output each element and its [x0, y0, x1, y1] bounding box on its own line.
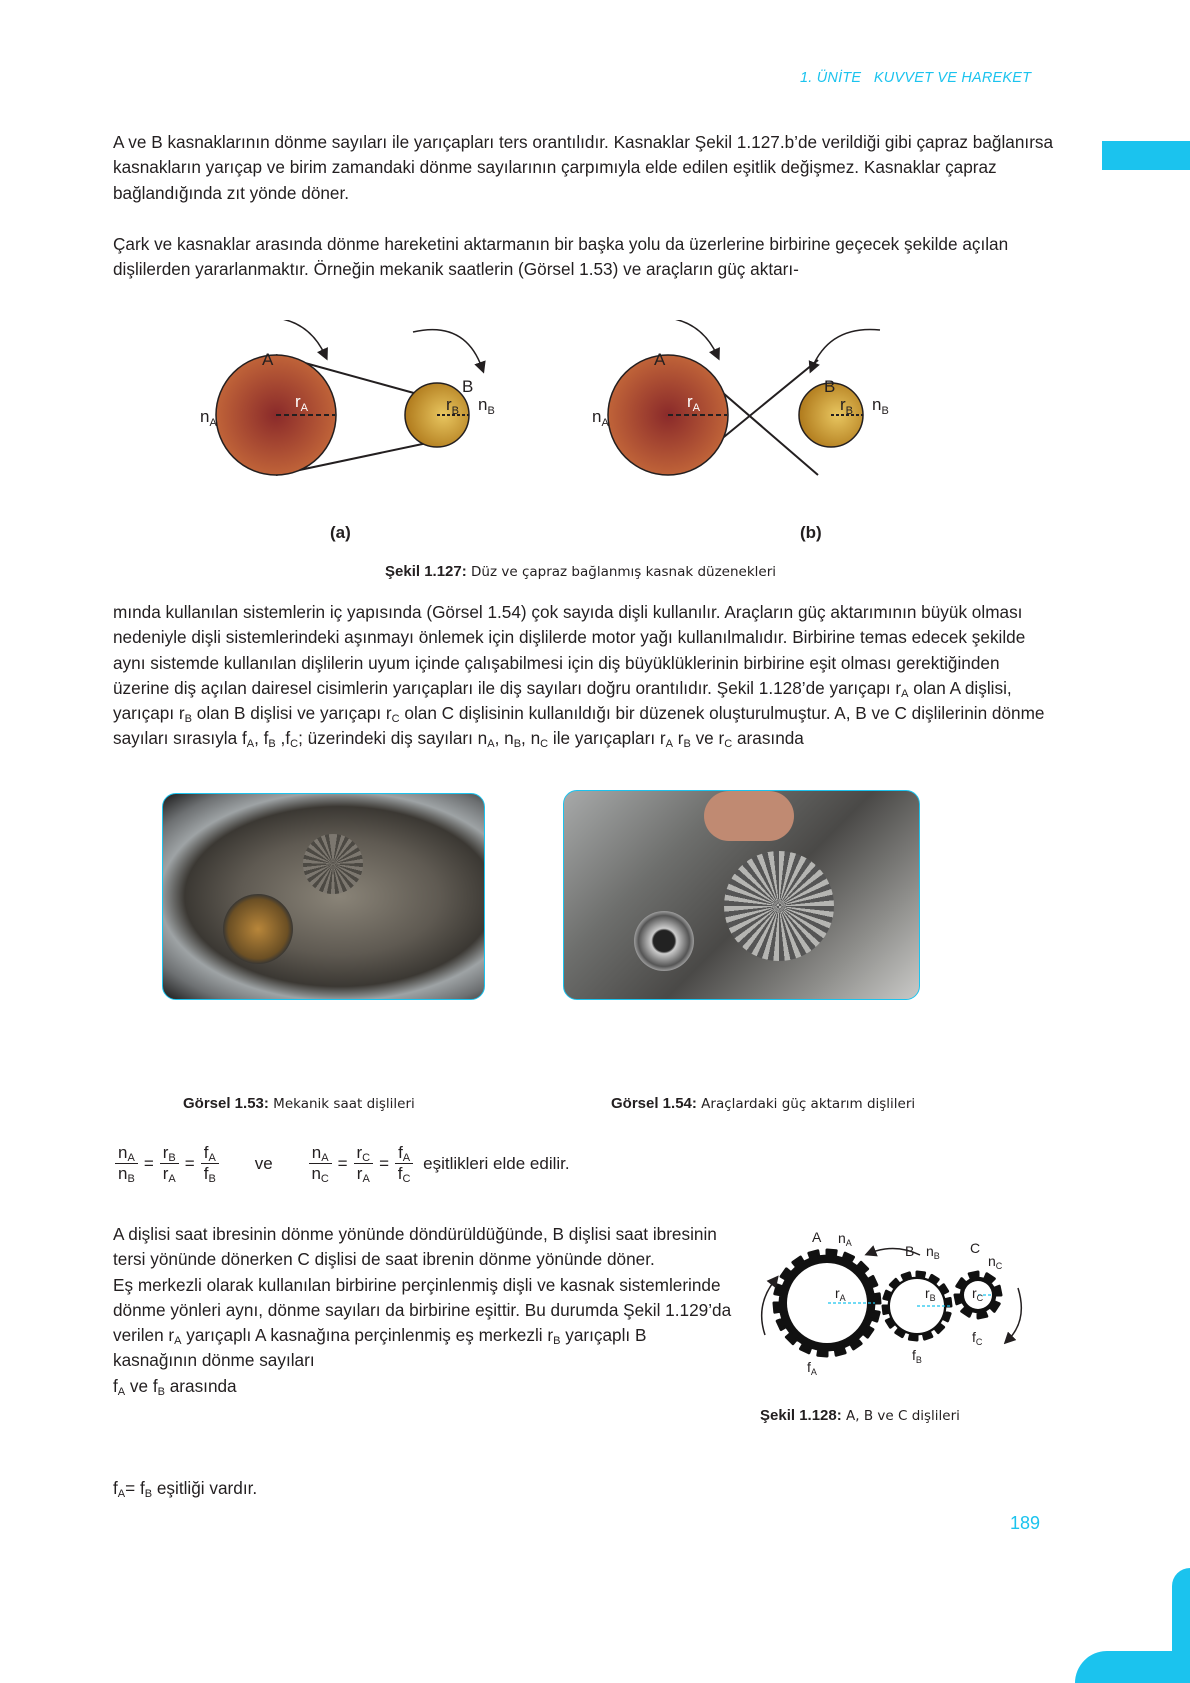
label-nA: $n_A$: [200, 407, 217, 429]
label-B: B: [462, 377, 474, 396]
gear-label-rB: $r_B$: [925, 1285, 936, 1303]
figure-1-127-pulleys: [180, 320, 960, 550]
hands: [704, 791, 794, 841]
label-A: A: [654, 350, 666, 369]
equals: =: [184, 1153, 195, 1173]
gear-shape: [724, 851, 834, 961]
page-number: 189: [1010, 1513, 1041, 1533]
paragraph-4: A dişlisi saat ibresinin dönme yönünde döndürüldüğünde, B dişlisi saat ibresinin tersi yönünde dönerken C dişlisi de saat ibrenin dönme yönünde döner. Eş merkezli olarak kullanılan birbirine perçinlenmiş dişli ve kasnak sistemlerinde dönme yönleri aynı, dönme sayıları da birbirine eşittir. Bu durumda Şekil 1.129’da verilen $r_A$ yarıçaplı A kasnağına perçinlenmiş eş merkezli $r_B$ yarıçaplı B kasnağının dönme sayıları $f_A$ ve $f_B$ arasında: [113, 1224, 732, 1398]
unit-header: [800, 70, 1031, 86]
equals: =: [337, 1153, 348, 1173]
gear-label-nA: $n_A$: [838, 1230, 852, 1248]
label-nB: $n_B$: [478, 395, 495, 417]
label-rB: $r_B$: [840, 395, 854, 417]
gear-label-fC: $f_C$: [972, 1329, 983, 1347]
label-rA: $r_A$: [295, 392, 309, 414]
photo-1-54-caption: Görsel 1.54: Araçlardaki güç aktarım dişlileri: [611, 1095, 916, 1112]
paragraph-3: mında kullanılan sistemlerin iç yapısında (Görsel 1.54) çok sayıda dişli kullanılır. Araçların güç aktarımının büyük olması nedeniyle dişli sistemlerindeki aşınmayı önlemek için dişlilerde motor yağı kullanılmalıdır. Birbirine temas edecek şekilde aynı sistemde kullanılan dişlilerin uyum içinde çalışabilmesi için diş büyüklüklerinin birbirine eşit olması gerektiğinden üzerine diş açılan dairesel cisimlerin yarıçapları ile diş sayıları doğru orantılıdır. Şekil 1.128’de yarıçapı $r_A$ olan A dişlisi, yarıçapı $r_B$ olan B dişlisi ve yarıçapı $r_C$ olan C dişlisinin kullanıldığı bir düzenek oluşturulmuştur. A, B ve C dişlilerinin dönme sayıları sırasıyla $f_A$, $f_B$ $,f_C$; üzerindeki diş sayıları $n_A$, $n_B$, $n_C$ ile yarıçapları $r_A$ $r_B$ ve $r_C$ arasında: [113, 602, 1045, 751]
label-a: (a): [330, 523, 351, 542]
corner-decoration: [1075, 1651, 1190, 1683]
label-B: B: [824, 377, 836, 396]
label-nB: $n_B$: [872, 395, 889, 417]
gear-label-fB: $f_B$: [912, 1347, 922, 1365]
paragraph-6: $f_A= f_B$ eşitliği vardır.: [113, 1478, 258, 1500]
fraction-rB-rA: $\frac{r_B}{r_A}$: [160, 1143, 179, 1184]
figure-1-128-gears: [750, 1230, 1040, 1390]
label-rA: $r_A$: [687, 392, 701, 414]
unit-number: 1. ÜNİTE: [800, 70, 862, 86]
equations-tail: eşitlikleri elde edilir.: [423, 1153, 570, 1173]
equals: =: [379, 1153, 390, 1173]
ve-text: ve: [254, 1153, 273, 1173]
label-b: (b): [800, 523, 822, 542]
gear-label-B: B: [905, 1243, 915, 1259]
unit-title: KUVVET VE HAREKET: [873, 70, 1032, 86]
photo-1-53-caption: Görsel 1.53: Mekanik saat dişlileri: [183, 1095, 415, 1112]
fraction-nA-nC: $\frac{n_A}{n_C}$: [309, 1143, 332, 1184]
label-A: A: [262, 350, 274, 369]
label-rB: $r_B$: [446, 395, 460, 417]
gear-label-nB: $n_B$: [926, 1243, 940, 1261]
gear-label-C: C: [970, 1240, 981, 1256]
section-tab: [1102, 141, 1190, 170]
fraction-nA-nB: $\frac{n_A}{n_B}$: [115, 1143, 138, 1184]
figure-1-127-caption: Şekil 1.127: Düz ve çapraz bağlanmış kasnak düzenekleri: [385, 563, 777, 580]
paragraph-2: Çark ve kasnaklar arasında dönme hareketini aktarmanın bir başka yolu da üzerlerine birbirine geçecek şekilde açılan dişlilerden yararlanmaktır. Örneğin mekanik saatlerin (Görsel 1.53) ve araçların güç aktarı-: [113, 234, 1009, 280]
gear-label-rC: $r_C$: [972, 1285, 984, 1303]
paragraph-1: A ve B kasnaklarının dönme sayıları ile yarıçapları ters orantılıdır. Kasnaklar Şekil 1.127.b’de verildiği gibi çapraz bağlanırsa kasnakların yarıçap ve birim zamandaki dönme sayılarının çarpımıyla elde edilen eşitlik değişmez. Kasnaklar çapraz bağlandığında zıt yönde döner.: [113, 132, 1054, 203]
bearing: [634, 911, 694, 971]
gear-shape: [303, 834, 363, 894]
gear-label-rA: $r_A$: [835, 1285, 846, 1303]
fraction-fA-fB: $\frac{f_A}{f_B}$: [201, 1143, 219, 1184]
photo-vehicle-transmission-gears: [563, 790, 920, 1000]
pulley-a-straight: [216, 320, 482, 475]
gear-equations: [115, 1143, 570, 1184]
gear-label-fA: $f_A$: [807, 1359, 817, 1377]
photo-mechanical-watch-gears: [162, 793, 485, 1000]
equals: =: [143, 1153, 154, 1173]
figure-1-128-caption: Şekil 1.128: A, B ve C dişlileri: [760, 1407, 960, 1424]
balance-wheel: [223, 894, 293, 964]
label-nA: $n_A$: [592, 407, 609, 429]
fraction-fA-fC: $\frac{f_A}{f_C}$: [395, 1143, 413, 1184]
fraction-rC-rA: $\frac{r_C}{r_A}$: [354, 1143, 374, 1184]
gear-label-A: A: [812, 1230, 822, 1245]
gear-label-nC: $n_C$: [988, 1253, 1003, 1271]
